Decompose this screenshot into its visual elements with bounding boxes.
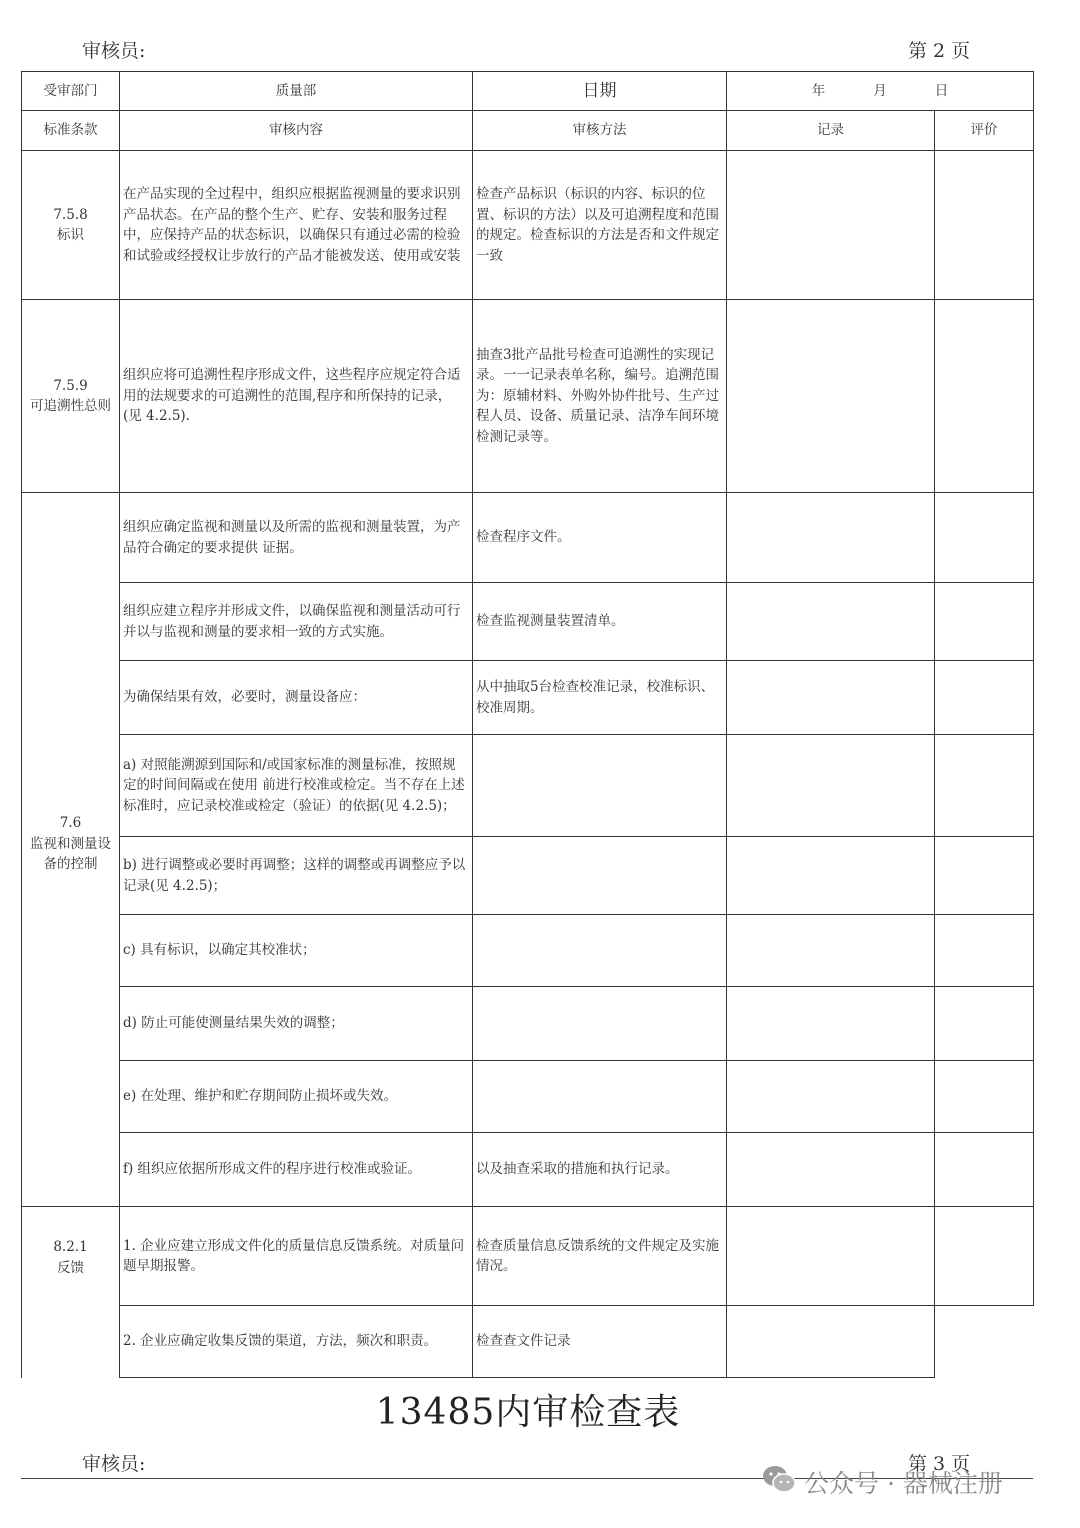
record-cell[interactable] — [727, 583, 935, 661]
watermark — [762, 1462, 1003, 1502]
header-record: 记录 — [727, 111, 935, 151]
table-row — [22, 915, 1034, 987]
table-row — [22, 661, 1034, 735]
table-row — [22, 300, 1034, 493]
method-cell: 检查查文件记录 — [473, 1306, 727, 1378]
evaluation-cell[interactable] — [935, 300, 1034, 493]
clause-name: 监视和测量设备的控制 — [30, 835, 111, 872]
page-number-bottom: 第 3 页 — [908, 1453, 971, 1475]
watermark-text: 公众号 · 器械注册 — [804, 1469, 1003, 1498]
record-cell[interactable] — [727, 915, 935, 987]
table-row — [22, 1306, 1034, 1378]
content-cell: e) 在处理、维护和贮存期间防止损坏或失效。 — [120, 1061, 473, 1133]
method-cell: 检查质量信息反馈系统的文件规定及实施情况。 — [473, 1207, 727, 1306]
table-row — [22, 837, 1034, 915]
clause-name: 标识 — [57, 227, 84, 243]
clause-cell — [22, 1207, 120, 1378]
method-cell: 以及抽查采取的措施和执行记录。 — [473, 1133, 727, 1207]
auditor-label-bottom: 审核员: — [82, 1453, 146, 1475]
page-title: 13485内审检查表 — [375, 1392, 681, 1433]
table-row — [22, 1061, 1034, 1133]
evaluation-cell[interactable] — [935, 987, 1034, 1061]
content-cell: 组织应确定监视和测量以及所需的监视和测量装置，为产品符合确定的要求提供 证据。 — [120, 493, 473, 583]
method-cell: 抽查3批产品批号检查可追溯性的实现记录。一一记录表单名称，编号。追溯范围为：原辅材料、外购外协件批号、生产过程人员、设备、质量记录、洁净车间环境检测记录等。 — [473, 300, 727, 493]
content-cell: f) 组织应依据所形成文件的程序进行校准或验证。 — [120, 1133, 473, 1207]
record-cell[interactable] — [727, 987, 935, 1061]
record-cell[interactable] — [727, 1133, 935, 1207]
evaluation-cell[interactable] — [935, 1133, 1034, 1207]
dept-label: 受审部门 — [22, 72, 120, 111]
record-cell[interactable] — [727, 1306, 935, 1378]
header-method: 审核方法 — [473, 111, 727, 151]
record-cell[interactable] — [727, 735, 935, 837]
record-cell[interactable] — [727, 1061, 935, 1133]
evaluation-cell[interactable] — [935, 1207, 1034, 1306]
header-content: 审核内容 — [120, 111, 473, 151]
content-cell: 2. 企业应确定收集反馈的渠道，方法，频次和职责。 — [120, 1306, 473, 1378]
header-clause: 标准条款 — [22, 111, 120, 151]
date-label: 日期 — [473, 72, 727, 111]
method-cell: 检查程序文件。 — [473, 493, 727, 583]
method-cell — [473, 837, 727, 915]
method-cell — [473, 987, 727, 1061]
method-cell — [473, 735, 727, 837]
method-cell: 检查产品标识（标识的内容、标识的位置、标识的方法）以及可追溯程度和范围的规定。检查标识的方法是否和文件规定一致 — [473, 151, 727, 300]
content-cell: a) 对照能溯源到国际和/或国家标准的测量标准，按照规定的时间间隔或在使用 前进行校准或检定。当不存在上述标准时，应记录校准或检定（验证）的依据(见 4.2.5)； — [120, 735, 473, 837]
clause-number: 8.2.1 — [53, 1239, 88, 1255]
clause-number: 7.6 — [59, 815, 82, 831]
content-cell: 在产品实现的全过程中，组织应根据监视测量的要求识别产品状态。在产品的整个生产、贮存、安装和服务过程中，应保持产品的状态标识，以确保只有通过必需的检验和试验或经授权让步放行的产品才能被发送、使用或安装 — [120, 151, 473, 300]
auditor-label-top: 审核员: — [82, 40, 146, 62]
table-row — [22, 583, 1034, 661]
clause-name: 可追溯性总则 — [30, 398, 111, 414]
evaluation-cell[interactable] — [935, 915, 1034, 987]
evaluation-cell[interactable] — [935, 1306, 1034, 1378]
date-value — [727, 72, 1034, 111]
record-cell[interactable] — [727, 1207, 935, 1306]
wechat-icon — [762, 1464, 796, 1500]
content-cell: 组织应将可追溯性程序形成文件，这些程序应规定符合适用的法规要求的可追溯性的范围,程序和所保持的记录，(见 4.2.5). — [120, 300, 473, 493]
info-row — [22, 72, 1034, 111]
clause-cell — [22, 493, 120, 1207]
content-cell: b) 进行调整或必要时再调整；这样的调整或再调整应予以记录(见 4.2.5)； — [120, 837, 473, 915]
date-month: 月 — [873, 82, 887, 99]
evaluation-cell[interactable] — [935, 583, 1034, 661]
method-cell: 从中抽取5台检查校准记录，校准标识、校准周期。 — [473, 661, 727, 735]
content-cell: 组织应建立程序并形成文件，以确保监视和测量活动可行并以与监视和测量的要求相一致的方式实施。 — [120, 583, 473, 661]
evaluation-cell[interactable] — [935, 661, 1034, 735]
clause-number: 7.5.9 — [53, 377, 88, 394]
table-row — [22, 151, 1034, 300]
dept-value: 质量部 — [120, 72, 473, 111]
header-evaluation: 评价 — [935, 111, 1034, 151]
table-row — [22, 1133, 1034, 1207]
evaluation-cell[interactable] — [935, 1061, 1034, 1133]
clause-number: 7.5.8 — [53, 206, 88, 223]
record-cell[interactable] — [727, 661, 935, 735]
evaluation-cell[interactable] — [935, 151, 1034, 300]
clause-cell — [22, 151, 120, 300]
table-row — [22, 493, 1034, 583]
method-cell: 检查监视测量装置清单。 — [473, 583, 727, 661]
evaluation-cell[interactable] — [935, 735, 1034, 837]
table-row — [22, 987, 1034, 1061]
clause-cell — [22, 300, 120, 493]
record-cell[interactable] — [727, 151, 935, 300]
content-cell: 为确保结果有效，必要时，测量设备应： — [120, 661, 473, 735]
date-day: 日 — [934, 82, 949, 99]
record-cell[interactable] — [727, 837, 935, 915]
date-year: 年 — [811, 82, 826, 99]
clause-name: 反馈 — [57, 1259, 84, 1276]
table-row — [22, 735, 1034, 837]
record-cell[interactable] — [727, 493, 935, 583]
content-cell: c) 具有标识，以确定其校准状； — [120, 915, 473, 987]
audit-checklist-table — [21, 71, 1034, 1378]
table-row — [22, 1207, 1034, 1306]
evaluation-cell[interactable] — [935, 837, 1034, 915]
record-cell[interactable] — [727, 300, 935, 493]
content-cell: 1. 企业应建立形成文件化的质量信息反馈系统。对质量问题早期报警。 — [120, 1207, 473, 1306]
method-cell — [473, 915, 727, 987]
header-row — [22, 111, 1034, 151]
content-cell: d) 防止可能使测量结果失效的调整； — [120, 987, 473, 1061]
method-cell — [473, 1061, 727, 1133]
evaluation-cell[interactable] — [935, 493, 1034, 583]
page-number-top: 第 2 页 — [908, 40, 971, 62]
